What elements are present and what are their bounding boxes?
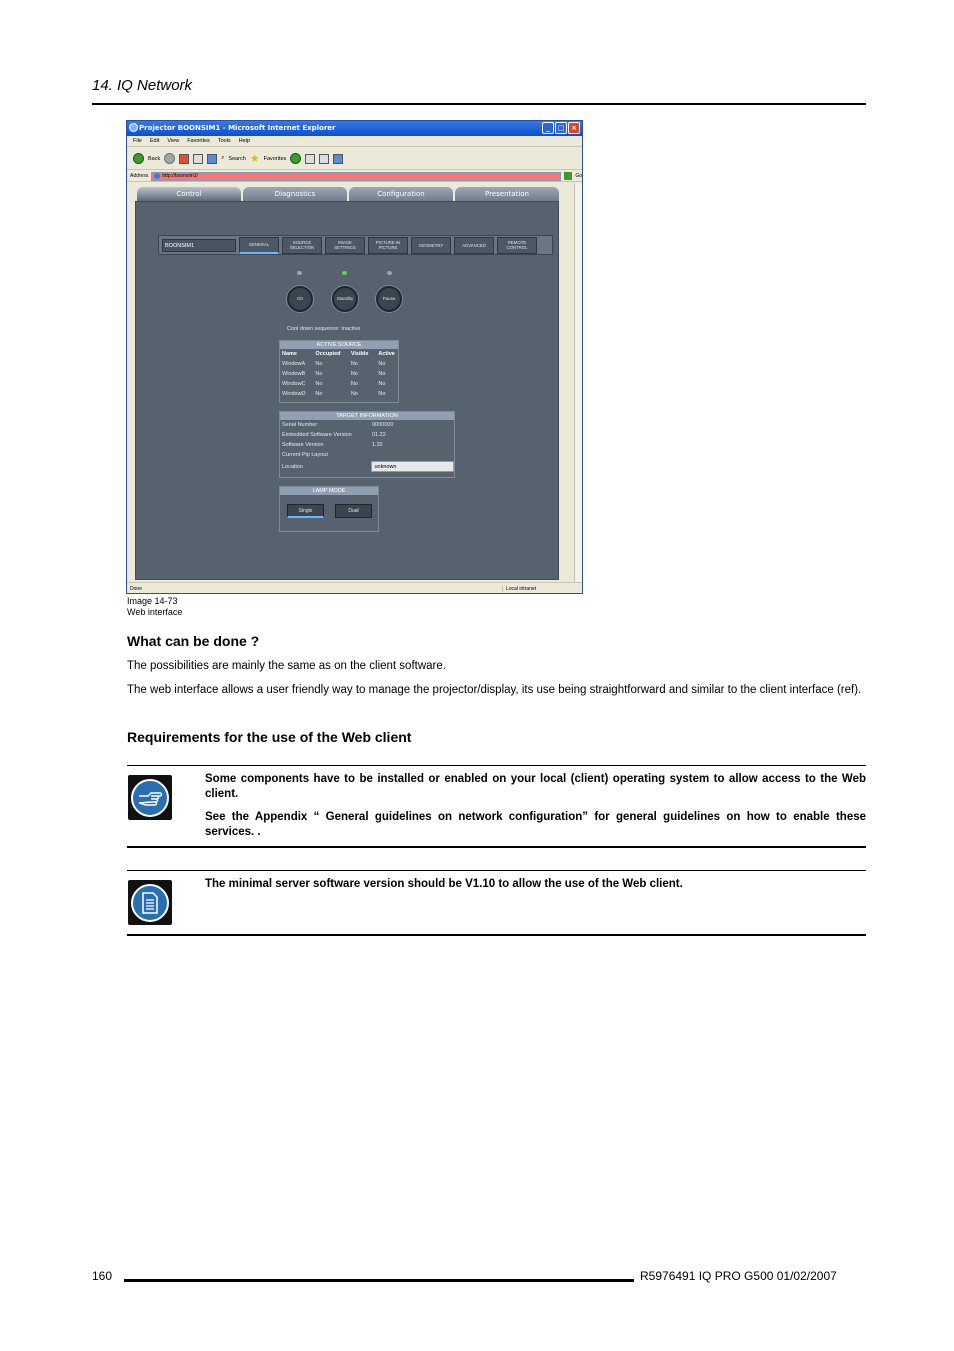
figure-caption-title: Web interface [127, 607, 183, 617]
pause-led-icon [387, 271, 392, 275]
note-text: Some components have to be installed or enabled on your local (client) operating system to allow access to the Web client. [205, 773, 866, 800]
chapter-heading: 14. IQ Network [92, 77, 193, 94]
on-led-icon [297, 271, 302, 275]
subnav-image-settings[interactable]: IMAGE SETTINGS [325, 237, 365, 254]
subnav-remote-control[interactable]: REMOTE CONTROL [497, 237, 537, 254]
standby-button[interactable]: Standby [332, 286, 358, 312]
go-button[interactable]: Go [575, 173, 582, 179]
active-source-box [279, 340, 399, 403]
location-label: Location [282, 463, 303, 470]
subnav-advanced[interactable]: ADVANCED [454, 237, 494, 254]
col-active: Active [378, 351, 395, 357]
subnav-geometry[interactable]: GEOMETRY [411, 237, 451, 254]
subnav-general[interactable]: GENERAL [239, 237, 279, 254]
table-cell: No [315, 391, 323, 397]
favorites-star-icon[interactable]: ★ [249, 152, 260, 165]
forward-arrow-icon[interactable] [164, 153, 175, 164]
active-source-table [280, 349, 398, 399]
info-row [280, 450, 454, 460]
table-cell: WindowD [282, 391, 306, 397]
back-button[interactable]: Back [148, 155, 161, 162]
info-value: 01.22 [372, 432, 386, 438]
search-button[interactable]: Search [228, 155, 246, 162]
vertical-scrollbar[interactable] [574, 183, 582, 582]
info-row [280, 440, 454, 450]
table-cell: No [350, 391, 358, 397]
menu-bar [127, 136, 582, 147]
col-name: Name [282, 351, 297, 357]
table-row [280, 389, 398, 399]
info-label: Serial Number [282, 422, 318, 428]
menu-help[interactable]: Help [238, 138, 250, 144]
page-icon [154, 173, 160, 179]
search-icon[interactable]: ⌕ [221, 155, 225, 161]
table-cell: No [378, 391, 386, 397]
stop-icon[interactable] [179, 154, 189, 164]
document-note-icon [128, 880, 172, 925]
menu-view[interactable]: View [167, 138, 180, 144]
menu-edit[interactable]: Edit [149, 138, 160, 144]
table-cell: No [378, 371, 386, 377]
col-visible: Visible [350, 351, 369, 357]
figure-caption-number: Image 14-73 [127, 596, 178, 606]
menu-tools[interactable]: Tools [217, 138, 231, 144]
paragraph: The possibilities are mainly the same as on the client software. [127, 660, 446, 672]
table-cell: No [378, 361, 386, 367]
table-cell: No [315, 361, 323, 367]
browser-toolbar [127, 148, 582, 170]
table-cell: No [350, 371, 358, 377]
section-heading-what-can-be-done: What can be done ? [127, 633, 260, 649]
favorites-button[interactable]: Favorites [263, 155, 287, 162]
table-row [280, 379, 398, 389]
menu-file[interactable]: File [133, 138, 142, 144]
info-label: Software Version [282, 442, 324, 448]
note-text: The minimal server software version should be V1.10 to allow the use of the Web client. [205, 878, 683, 890]
header-rule [92, 103, 866, 105]
table-header-row [280, 349, 398, 359]
lamp-dual-button[interactable]: Dual [335, 504, 372, 518]
address-bar [127, 171, 582, 182]
table-cell: WindowB [282, 371, 306, 377]
minimize-icon[interactable]: _ [542, 122, 554, 134]
lamp-mode-title: LAMP MODE [280, 487, 378, 495]
address-url: http://boonsim1/ [162, 173, 198, 179]
target-information-box [279, 411, 455, 478]
edit-icon[interactable] [333, 154, 343, 164]
info-row [280, 430, 454, 440]
document-reference: R5976491 IQ PRO G500 01/02/2007 [640, 1269, 837, 1283]
section-heading-requirements: Requirements for the use of the Web client [127, 729, 412, 745]
col-occupied: Occupied [315, 351, 341, 357]
target-information-list [280, 420, 454, 473]
table-cell: No [315, 371, 323, 377]
back-arrow-icon[interactable] [133, 153, 144, 164]
cooldown-status: Cool down sequence: Inactive [287, 326, 361, 332]
table-row [280, 369, 398, 379]
maximize-icon[interactable]: □ [555, 122, 567, 134]
ie-logo-icon [129, 123, 138, 132]
pause-button[interactable]: Pause [376, 286, 402, 312]
page-content [127, 183, 576, 582]
footer-rule [124, 1279, 634, 1282]
menu-favorites[interactable]: Favorites [187, 138, 210, 144]
info-label: Embedded Software Version [282, 432, 352, 438]
table-cell: No [378, 381, 386, 387]
info-value: 1.32 [372, 442, 383, 448]
table-cell: WindowC [282, 381, 306, 387]
history-icon[interactable] [290, 153, 301, 164]
standby-led-icon [342, 271, 347, 275]
home-icon[interactable] [207, 154, 217, 164]
table-cell: No [350, 381, 358, 387]
table-cell: No [350, 361, 358, 367]
tab-configuration[interactable]: Configuration [349, 187, 453, 202]
status-zone: Local intranet [502, 586, 536, 592]
location-input[interactable]: unknown [371, 461, 454, 472]
sub-navigation [158, 235, 553, 255]
note-bottom-rule [127, 846, 866, 848]
note-top-rule [127, 765, 866, 766]
lamp-single-button[interactable]: Single [287, 504, 324, 518]
on-button[interactable]: On [287, 286, 313, 312]
pointing-hand-icon [128, 775, 172, 820]
table-row [280, 359, 398, 369]
control-panel [135, 201, 559, 580]
subnav-source-selection[interactable]: SOURCE SELECTION [282, 237, 322, 254]
info-row [280, 420, 454, 430]
note-text: See the Appendix “ General guidelines on network configuration” for general guidelines on how to enable these services. . [205, 811, 866, 838]
info-value: 0000000 [372, 422, 394, 428]
address-label: Address [130, 173, 149, 179]
target-information-title: TARGET INFORMATION [280, 412, 454, 420]
note-top-rule [127, 870, 866, 871]
tab-diagnostics[interactable]: Diagnostics [243, 187, 347, 202]
main-tabs [137, 187, 559, 202]
table-cell: No [315, 381, 323, 387]
subnav-picture-in-picture[interactable]: PICTURE IN PICTURE [368, 237, 408, 254]
paragraph: The web interface allows a user friendly way to manage the projector/display, its use being straightforward and similar to the client interface (ref). [127, 684, 862, 696]
status-bar [127, 582, 582, 594]
info-label: Current Pip Layout [282, 452, 328, 458]
address-input[interactable] [151, 172, 561, 181]
close-icon[interactable]: × [568, 122, 580, 134]
print-icon[interactable] [319, 154, 329, 164]
note-bottom-rule [127, 934, 866, 936]
tab-control[interactable]: Control [137, 187, 241, 202]
go-arrow-icon[interactable] [564, 172, 572, 180]
window-title: Projector BOONSIM1 - Microsoft Internet Explorer [139, 124, 336, 132]
info-row [280, 460, 454, 473]
page-number: 160 [92, 1269, 113, 1283]
status-done: Done [130, 585, 142, 592]
refresh-icon[interactable] [193, 154, 203, 164]
active-source-title: ACTIVE SOURCE [280, 341, 398, 349]
projector-name: BOONSIM1 [162, 239, 236, 252]
window-titlebar [127, 121, 582, 136]
browser-screenshot [126, 120, 583, 594]
table-cell: WindowA [282, 361, 306, 367]
tab-presentation[interactable]: Presentation [455, 187, 559, 202]
mail-icon[interactable] [305, 154, 315, 164]
lamp-mode-box [279, 486, 379, 532]
